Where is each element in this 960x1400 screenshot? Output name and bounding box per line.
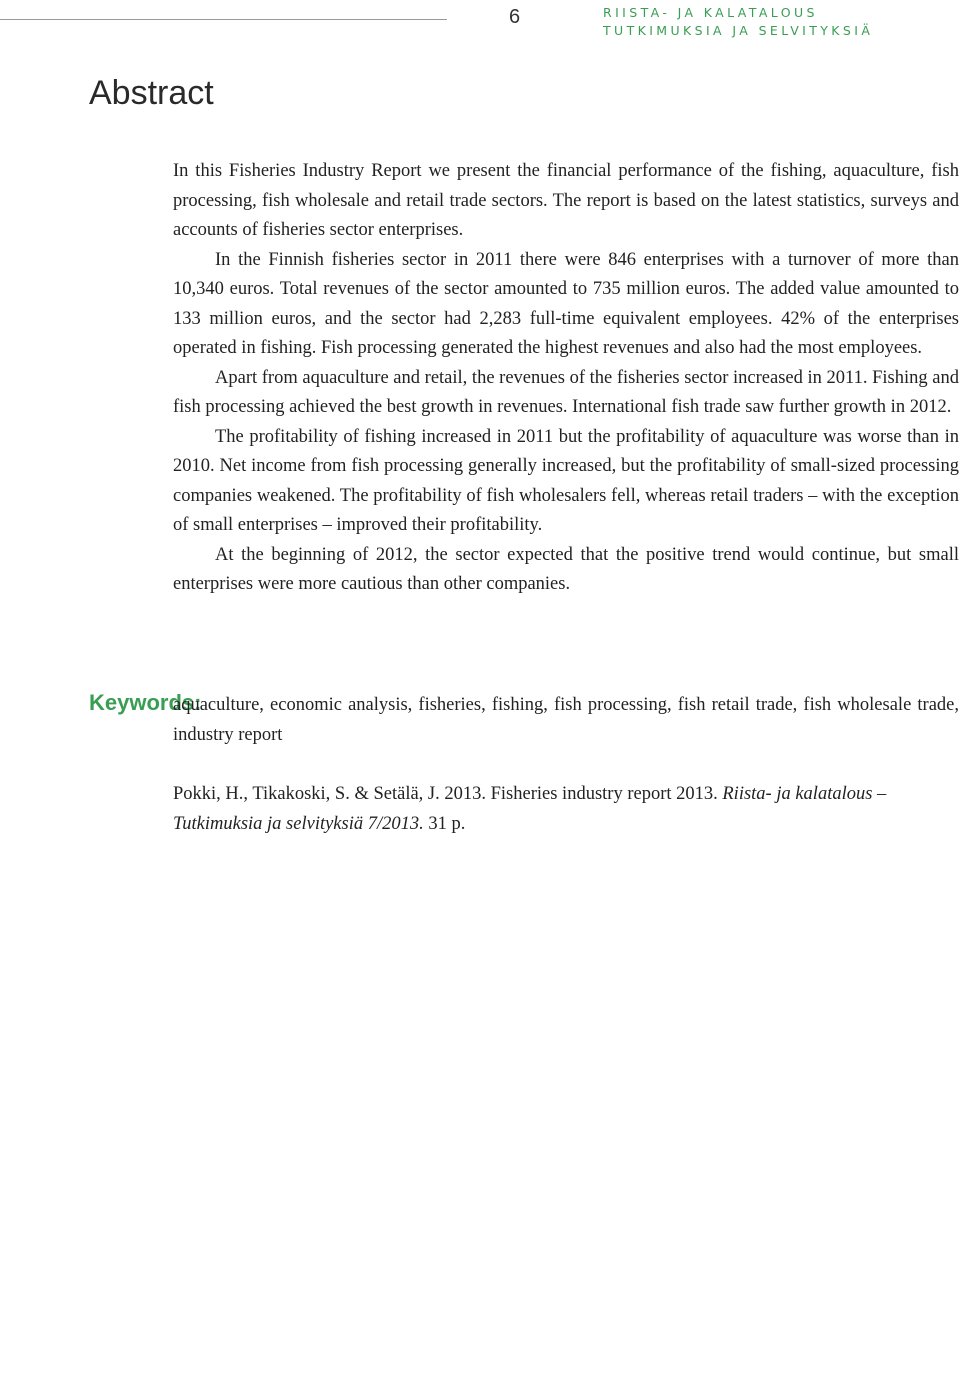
- series-title-line-1: RIISTA- JA KALATALOUS: [603, 5, 818, 20]
- keywords-text: aquaculture, economic analysis, fisheries, fishing, fish processing, fish retail trade, fish wholesale trade, industry report: [173, 695, 959, 745]
- citation-series: Riista- ja kalatalous – Tutkimuksia ja selvityksiä 7/2013.: [173, 784, 887, 834]
- series-title-line-2: TUTKIMUKSIA JA SELVITYKSIÄ: [603, 23, 874, 38]
- citation-authors: Pokki, H., Tikakoski, S. & Setälä, J. 2013. Fisheries industry report 2013.: [173, 784, 723, 804]
- abstract-paragraph-4: The profitability of fishing increased in 2011 but the profitability of aquaculture was worse than in 2010. Net income from fish processing generally increased, but the profitability of small-sized processing companies weakened. The profitability of fish wholesalers fell, whereas retail traders – with the exception of small enterprises – improved their profitability.: [173, 426, 959, 535]
- abstract-paragraph-2: In the Finnish fisheries sector in 2011 there were 846 enterprises with a turnover of more than 10,340 euros. Total revenues of the sector amounted to 735 million euros. The added value amounted to 133 million euros, and the sector had 2,283 full-time equivalent employees. 42% of the enterprises operated in fishing. Fish processing generated the highest revenues and also had the most employees.: [173, 249, 959, 358]
- abstract-paragraph-5: At the beginning of 2012, the sector expected that the positive trend would continue, but small enterprises were more cautious than other companies.: [173, 544, 959, 594]
- header-rule: [0, 19, 447, 20]
- citation: [173, 780, 959, 839]
- abstract-body: [173, 157, 959, 600]
- page-number: 6: [509, 6, 521, 28]
- series-title: [603, 4, 873, 40]
- keywords-label: Keywords:: [89, 690, 202, 715]
- citation-pages: 31 p.: [423, 813, 466, 834]
- abstract-title: Abstract: [89, 74, 214, 112]
- abstract-paragraph-3: Apart from aquaculture and retail, the revenues of the fisheries sector increased in 2011. Fishing and fish processing achieved the best growth in revenues. International fish trade saw further growth in 2012.: [173, 367, 959, 417]
- abstract-paragraph-1: In this Fisheries Industry Report we present the financial performance of the fishing, aquaculture, fish processing, fish wholesale and retail trade sectors. The report is based on the latest statistics, surveys and accounts of fisheries sector enterprises.: [173, 161, 959, 240]
